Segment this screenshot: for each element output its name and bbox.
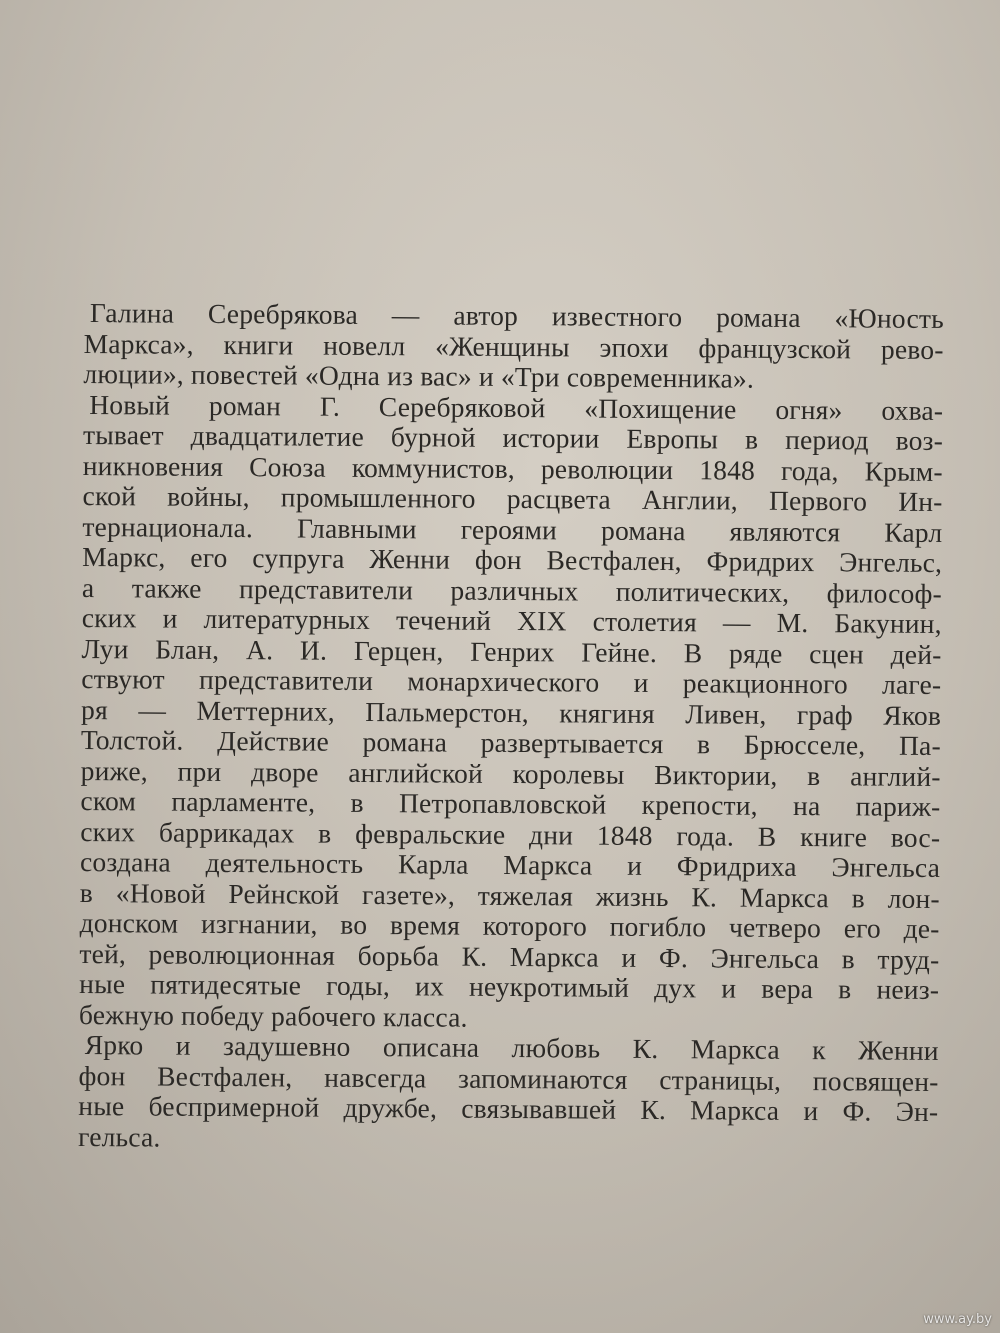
text-line: в «Новой Рейнской газете», тяжелая жизнь К. Маркса в лон-	[79, 876, 940, 914]
text-line: Галина Серебрякова — автор известного романа «Юность	[89, 297, 944, 335]
text-line: тывает двадцатилетие бурной истории Европы в период воз-	[82, 418, 944, 457]
text-line: ских баррикадах в февральские дни 1848 года. В книге вос-	[80, 815, 941, 853]
watermark: www.ay.by	[923, 1312, 992, 1327]
text-line: тей, революционная борьба К. Маркса и Ф. Энгельса в труд-	[79, 937, 940, 975]
text-line: Луи Блан, А. И. Герцен, Генрих Гейне. В ряде сцен дей-	[81, 632, 942, 670]
text-line: донском изгнании, во время которого погибло четверо его де-	[79, 906, 940, 944]
text-line: ском парламенте, в Петропавловской крепости, на париж-	[80, 784, 941, 822]
text-line: Маркса», книги новелл «Женщины эпохи французской рево-	[83, 327, 944, 365]
annotation-text	[78, 298, 944, 1158]
text-line: ные беспримерной дружбе, связывавшей К. Маркса и Ф. Эн-	[78, 1089, 939, 1127]
text-line: никновения Союза коммунистов, революции 1848 года, Крым-	[82, 449, 943, 487]
text-line: Толстой. Действие романа развертывается в Брюсселе, Па-	[80, 723, 942, 761]
text-line: люции», повестей «Одна из вас» и «Три современника».	[83, 357, 755, 394]
text-line: ских и литературных течений XIX столетия — М. Бакунин,	[81, 601, 942, 639]
text-line: ря — Меттерних, Пальмерстон, княгиня Ливен, граф Яков	[81, 693, 942, 731]
text-line: ствуют представители монархического и реакционного лаге-	[81, 662, 942, 700]
text-line: фон Вестфален, навсегда запоминаются страницы, посвящен-	[78, 1059, 939, 1097]
text-line: Новый роман Г. Серебряковой «Похищение огня» охва-	[89, 388, 944, 426]
text-line: гельса.	[78, 1120, 161, 1153]
text-line: бежную победу рабочего класса.	[78, 998, 468, 1033]
text-line: Ярко и задушевно описана любовь К. Маркса к Женни	[84, 1029, 939, 1066]
text-line: ской войны, промышленного расцвета Англии, Первого Ин-	[82, 479, 943, 517]
text-line: создана деятельность Карла Маркса и Фридриха Энгельса	[79, 845, 941, 883]
text-line: Маркс, его супруга Женни фон Вестфален, Фридрих Энгельс,	[82, 540, 943, 578]
text-line: риже, при дворе английской королевы Виктории, в англий-	[80, 754, 941, 792]
text-line: тернационала. Главными героями романа являются Карл	[82, 510, 943, 548]
text-line: а также представители различных политических, философ-	[81, 571, 943, 609]
text-line: ные пятидесятые годы, их неукротимый дух и вера в неиз-	[79, 967, 940, 1005]
